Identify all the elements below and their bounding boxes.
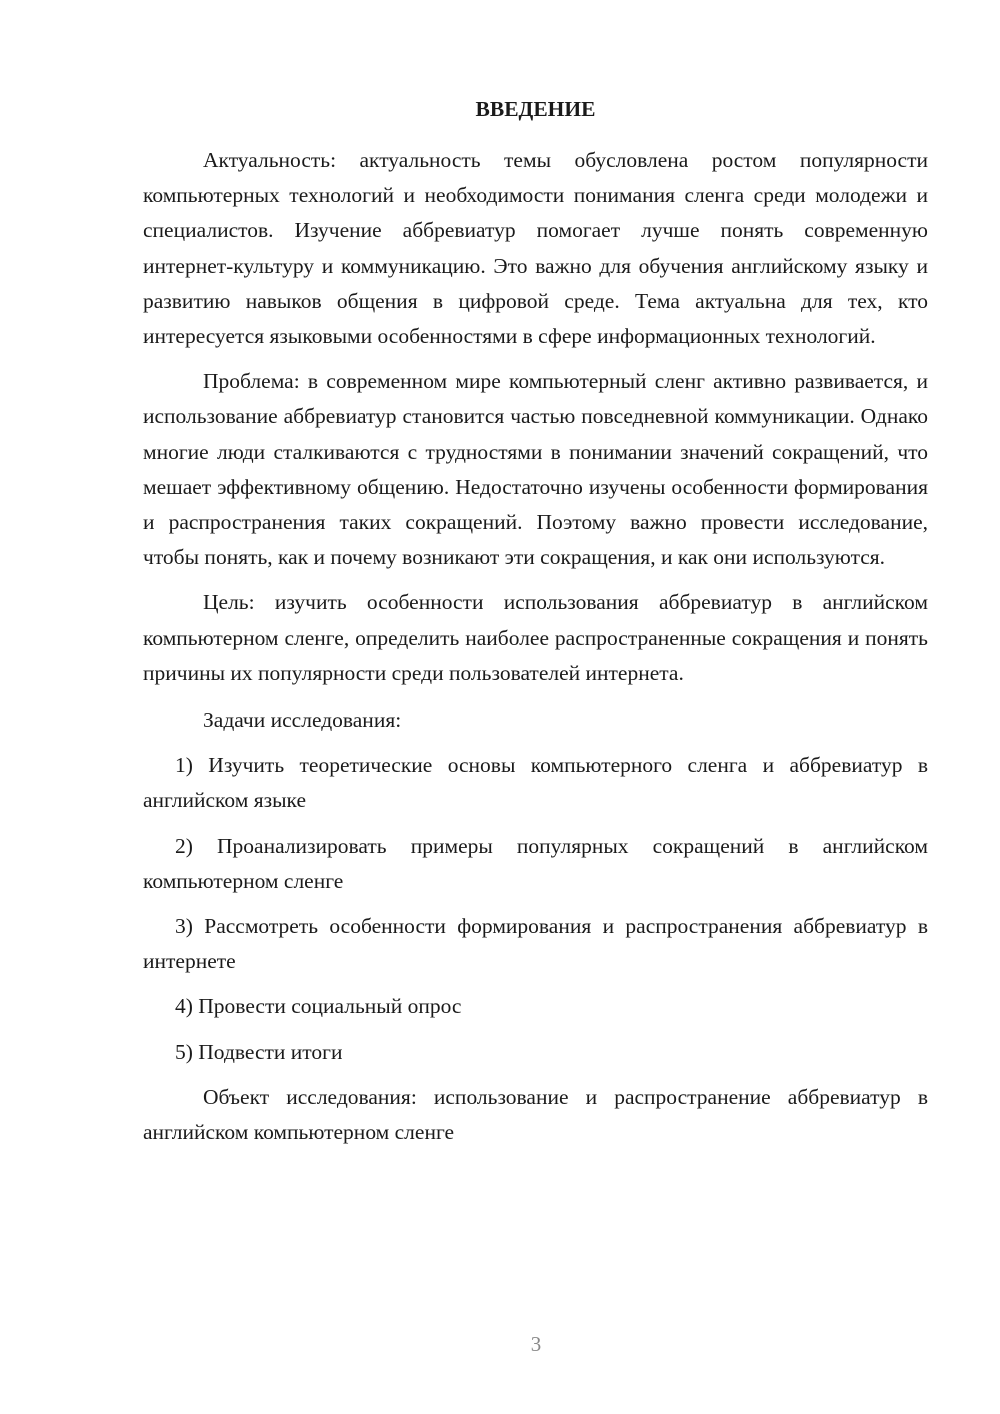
document-page	[143, 92, 928, 1160]
task-item: 1) Изучить теоретические основы компьютерного сленга и аббревиатур в английском языке	[143, 753, 928, 813]
task-item: 4) Провести социальный опрос	[175, 994, 462, 1019]
problem-paragraph: Проблема: в современном мире компьютерный сленг активно развивается, и использование аббревиатур становится частью повседневной коммуникации. Однако многие люди сталкиваются с трудностями в понимании значений сокращений, что мешает эффективному общению. Недостаточно изучены особенности формирования и распространения таких сокращений. Поэтому важно провести исследование, чтобы понять, как и почему возникают эти сокращения, и как они используются.	[143, 369, 928, 570]
goal-paragraph: Цель: изучить особенности использования аббревиатур в английском компьютерном сленге, определить наиболее распространенные сокращения и понять причины их популярности среди пользователей интернета.	[143, 590, 928, 685]
section-title: ВВЕДЕНИЕ	[475, 97, 596, 121]
relevance-paragraph: Актуальность: актуальность темы обусловлена ростом популярности компьютерных технологий и необходимости понимания сленга среди молодежи и специалистов. Изучение аббревиатур помогает лучше понять современную интернет-культуру и коммуникацию. Это важно для обучения английскому языку и развитию навыков общения в цифровой среде. Тема актуальна для тех, кто интересуется языковыми особенностями в сфере информационных технологий.	[143, 148, 928, 349]
object-paragraph: Объект исследования: использование и распространение аббревиатур в английском компьютерном сленге	[143, 1084, 928, 1145]
task-item: 3) Рассмотреть особенности формирования и распространения аббревиатур в интернете	[143, 914, 928, 974]
tasks-heading: Задачи исследования:	[203, 708, 402, 733]
task-item: 5) Подвести итоги	[175, 1039, 343, 1064]
page-number: 3	[530, 1332, 542, 1356]
task-item: 2) Проанализировать примеры популярных сокращений в английском компьютерном сленге	[143, 833, 928, 893]
